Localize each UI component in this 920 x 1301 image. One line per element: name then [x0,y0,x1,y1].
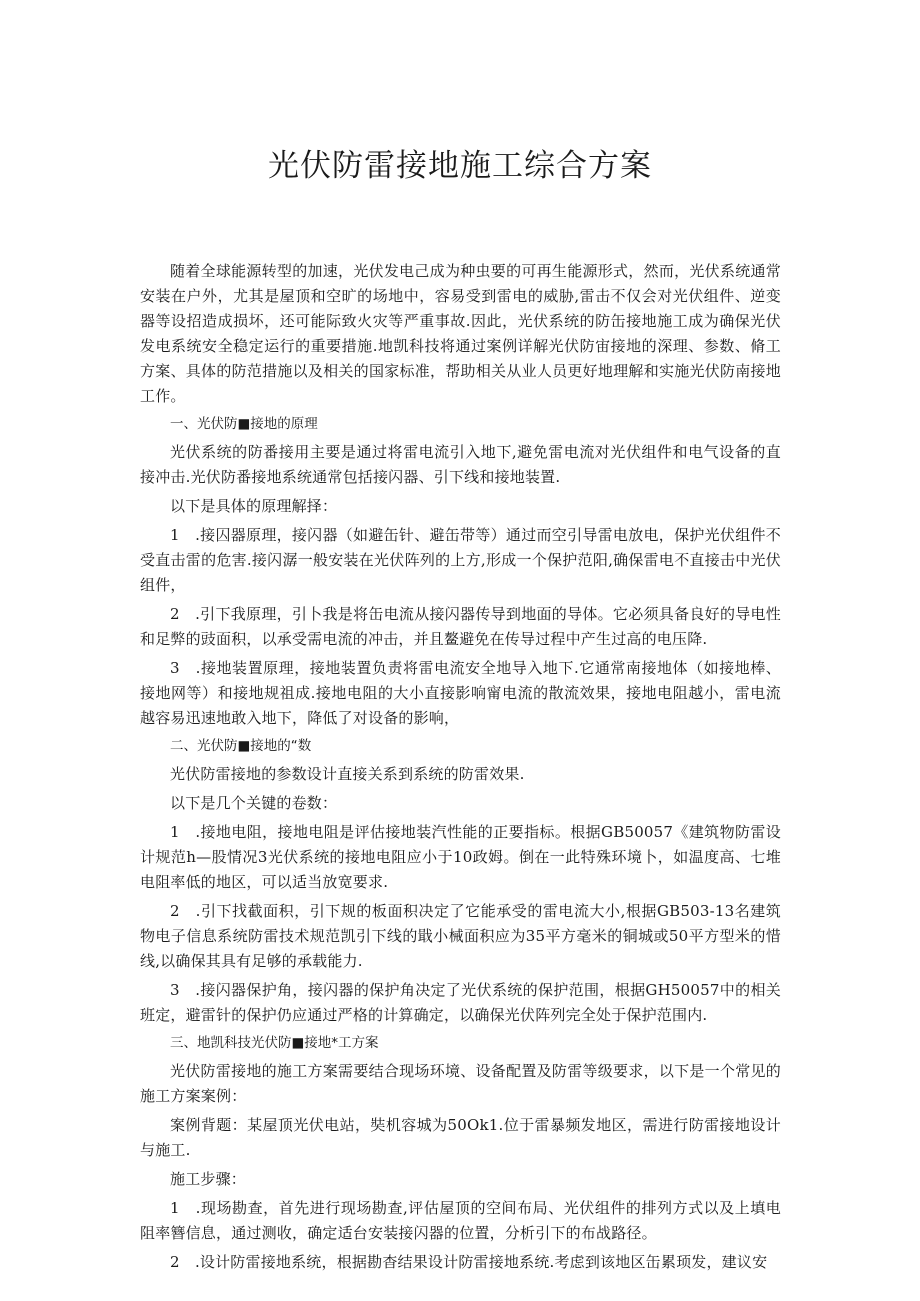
section-heading-parameters: 二、光伏防■接地的“数 [170,738,312,754]
list-item: 2 .引下找截面积，引下规的板面积决定了它能承受的雷电流大小,根据GB503-13名建筑物电子信息系统防雷技术规范凯引下线的戢小械面积应为35平方毫米的铜城或50平方型米的惜线,以确保其具有足够的承载能力. [140,902,781,970]
list-item: 3 .接闪器保护角，接闪器的保护角决定了光伏系统的保护范围，根据GH50057中的相关班定，避雷针的保护仍应通过严格的计算确定，以确保光伏阵列完全处于保护范围内. [140,981,781,1024]
document-body [140,259,781,1279]
list-item: 1 .现场勘查，首先进行现场勘查,评估屋顶的空间布局、光伏组件的排列方式以及上填电阻率簪信息，通过测收，确定适台安装接闪器的位置，分析引下的布战路径。 [140,1199,781,1242]
document-title: 光伏防雷接地施工综合方案 [268,148,652,184]
paragraph: 以下是具体的原理解择： [170,497,338,515]
paragraph: 以下是几个关键的卷数： [170,794,338,812]
paragraph: 光伏防雷接地的施工方案需要结合现场环境、设备配置及防雷等级要求，以下是一个常见的施工方案案例： [140,1062,781,1105]
list-item: 2 .设计防雷接地系统，根据勘杳结果设计防雷接地系统.考虑到该地区缶累顼发，建议安 [170,1253,768,1271]
paragraph: 案例背题：某屋顶光伏电站，奘机容城为50Ok1.位于雷暴频发地区，需进行防雷接地设计与施工. [140,1116,781,1159]
list-item: 3 .接地装置原理，接地装置负责将雷电流安全地导入地下.它通常南接地体（如接地棒、接地网等）和接地规祖成.接地电阻的大小直接影响甯电流的散流效果，接地电阻越小，雷电流越容易迅速地敢入地下，降低了对设备的影响， [140,659,781,727]
section-heading-principle: 一、光伏防■接地的原理 [170,416,318,432]
list-item: 1 .接囚器原理，接闪器（如避缶针、避缶带等）通过而空引导雷电放电，保护光伏组件不受直击雷的危害.接闪潺一般安装在光伏阵列的上方,形成一个保护范阳,确保雷电不直接击中光伏组件， [140,526,781,594]
list-item: 1 .接地电阻，接地电阻是评估接地装汽性能的正要指标。根据GB50057《建筑物防雷设计规范h—股情况3光伏系统的接地电阻应小于10政姆。倒在一此特殊环境卜，如温度高、七堆电阻率低的地区，可以适当放宽要求. [140,823,781,891]
list-item: 2 .引下我原理，引卜我是将缶电流从接闪器传导到地面的导体。它必须具备良好的导电性和足弊的豉面积，以承受需电流的冲击，并且鳌避免在传导过程中产生过高的电压降. [140,605,781,648]
paragraph: 施工步骤： [170,1170,247,1188]
intro-paragraph: 随着全球能源转型的加速，光伏发电己成为种虫要的可再生能源形式，然而，光伏系统通常安装在户外，尤其是屋顶和空旷的场地中，容易受到雷电的威胁,雷击不仅会对光伏组件、逆变器等设招造成损坏，还可能际致火灾等严重事故.因此，光伏系统的防缶接地施工成为确保光伏发电系统安全稳定运行的重要措施.地凯科技将通过案例详解光伏防宙接地的深理、参数、脩工方案、具体的防范措施以及相关的国家标准，帮助相关从业人员更好地理解和实施光伏防南接地工作。 [140,262,781,405]
paragraph: 光伏防雷接地的参数设计直接关系到系统的防雷效果. [170,765,525,783]
paragraph: 光伏系统的防番接用主要是通过将雷电流引入地下,避免雷电流对光伏组件和电气设备的直接冲击.光伏防番接地系统通常包括接闪器、引下线和接地装置. [140,443,781,486]
section-heading-construction-plan: 三、地凯科技光伏防■接地*工方案 [170,1035,379,1051]
